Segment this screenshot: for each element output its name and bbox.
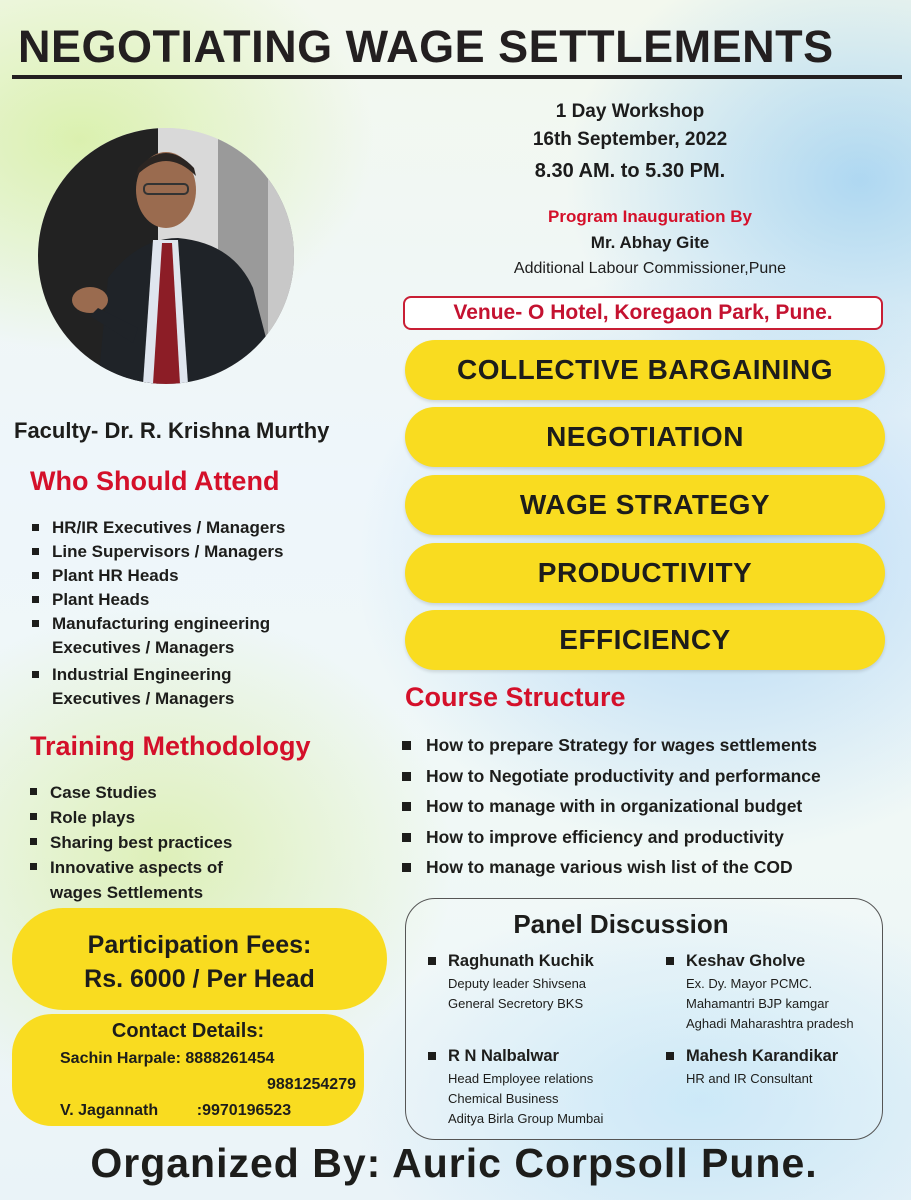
faculty-photo — [38, 128, 294, 384]
list-item: How to manage various wish list of the COD — [402, 855, 907, 886]
training-methodology-list — [26, 780, 232, 905]
panel-member-detail: HR and IR Consultant — [686, 1071, 813, 1086]
panel-member-detail: Aditya Birla Group Mumbai — [448, 1111, 604, 1126]
panel-title: Panel Discussion — [513, 909, 729, 939]
contact-title: Contact Details: — [111, 1020, 265, 1042]
topic-pill: PRODUCTIVITY — [405, 543, 885, 603]
workshop-info — [430, 98, 830, 185]
contact-person1: Sachin Harpale: 8888261454 — [60, 1050, 275, 1067]
panel-member-detail: Aghadi Maharashtra pradesh — [686, 1016, 854, 1031]
list-item: Sharing best practices — [26, 830, 232, 855]
contact-person2: V. Jagannath :9970196523 — [60, 1102, 292, 1119]
venue-box: Venue- O Hotel, Koregaon Park, Pune. — [403, 296, 883, 330]
list-item: Case Studies — [26, 780, 232, 805]
page-title: NEGOTIATING WAGE SETTLEMENTS — [18, 21, 834, 72]
topic-pill: EFFICIENCY — [405, 610, 885, 670]
list-item: HR/IR Executives / Managers — [28, 516, 285, 540]
panel-member-detail: General Secretory BKS — [448, 996, 584, 1011]
title-underline — [12, 75, 902, 79]
inauguration-label: Program Inauguration By — [547, 207, 753, 226]
panel-member-name: Keshav Gholve — [666, 952, 854, 971]
workshop-duration: 1 Day Workshop — [555, 101, 705, 122]
list-item: Plant HR Heads — [28, 564, 285, 588]
list-item: Line Supervisors / Managers — [28, 540, 285, 564]
course-structure-heading: Course Structure — [405, 682, 626, 712]
panel-member — [666, 1047, 838, 1089]
inauguration-name: Mr. Abhay Gite — [590, 233, 710, 252]
course-structure-list — [402, 733, 907, 886]
panel-member — [428, 952, 594, 1014]
list-item: How to prepare Strategy for wages settlements — [402, 733, 907, 764]
contact-name: Sachin Harpale — [60, 1050, 176, 1067]
list-item-continuation: wages Settlements — [50, 883, 204, 902]
fees-label: Participation Fees: — [87, 931, 312, 959]
list-item-continuation: Executives / Managers — [52, 689, 235, 708]
organizer-footer: Organized By: Auric Corpsoll Pune. — [90, 1140, 818, 1186]
panel-member-detail: Head Employee relations — [448, 1071, 594, 1086]
list-item: Plant Heads — [28, 588, 285, 612]
panel-member-detail: Mahamantri BJP kamgar — [686, 996, 829, 1011]
training-methodology-heading: Training Methodology — [30, 731, 311, 761]
contact-phone[interactable]: 9970196523 — [202, 1102, 292, 1119]
list-item: How to manage with in organizational budget — [402, 794, 907, 825]
panel-member-detail: Ex. Dy. Mayor PCMC. — [686, 976, 813, 991]
topic-pill: NEGOTIATION — [405, 407, 885, 467]
panel-member-detail: Chemical Business — [448, 1091, 559, 1106]
list-item: How to improve efficiency and productivity — [402, 825, 907, 856]
contact-name: V. Jagannath — [60, 1102, 159, 1119]
list-item: Industrial Engineering — [28, 663, 285, 687]
who-should-attend-heading: Who Should Attend — [30, 466, 280, 496]
panel-member-name: Mahesh Karandikar — [666, 1047, 838, 1066]
list-item-continuation: Executives / Managers — [52, 638, 235, 657]
fees-value: Rs. 6000 / Per Head — [84, 965, 315, 993]
list-item: How to Negotiate productivity and performance — [402, 764, 907, 795]
list-item: Manufacturing engineering — [28, 612, 285, 636]
who-should-attend-list — [28, 516, 285, 711]
panel-member — [666, 952, 854, 1034]
list-item: Innovative aspects of — [26, 855, 232, 880]
workshop-date: 16th September, 2022 — [532, 129, 728, 150]
participation-fees — [12, 908, 387, 1010]
contact-phone[interactable]: 9881254279 — [267, 1076, 356, 1093]
faculty-name: Faculty- Dr. R. Krishna Murthy — [14, 418, 330, 443]
contact-details — [12, 1014, 364, 1126]
topic-pill: WAGE STRATEGY — [405, 475, 885, 535]
panel-discussion — [405, 898, 883, 1140]
panel-member-name: R N Nalbalwar — [428, 1047, 603, 1066]
workshop-time: 8.30 AM. to 5.30 PM. — [534, 160, 726, 182]
topic-pill: COLLECTIVE BARGAINING — [405, 340, 885, 400]
panel-member — [428, 1047, 603, 1129]
list-item: Role plays — [26, 805, 232, 830]
panel-member-detail: Deputy leader Shivsena — [448, 976, 587, 991]
contact-phone[interactable]: 8888261454 — [185, 1050, 275, 1067]
inauguration-role: Additional Labour Commissioner,Pune — [513, 260, 787, 277]
inauguration — [455, 204, 845, 282]
panel-member-name: Raghunath Kuchik — [428, 952, 594, 971]
